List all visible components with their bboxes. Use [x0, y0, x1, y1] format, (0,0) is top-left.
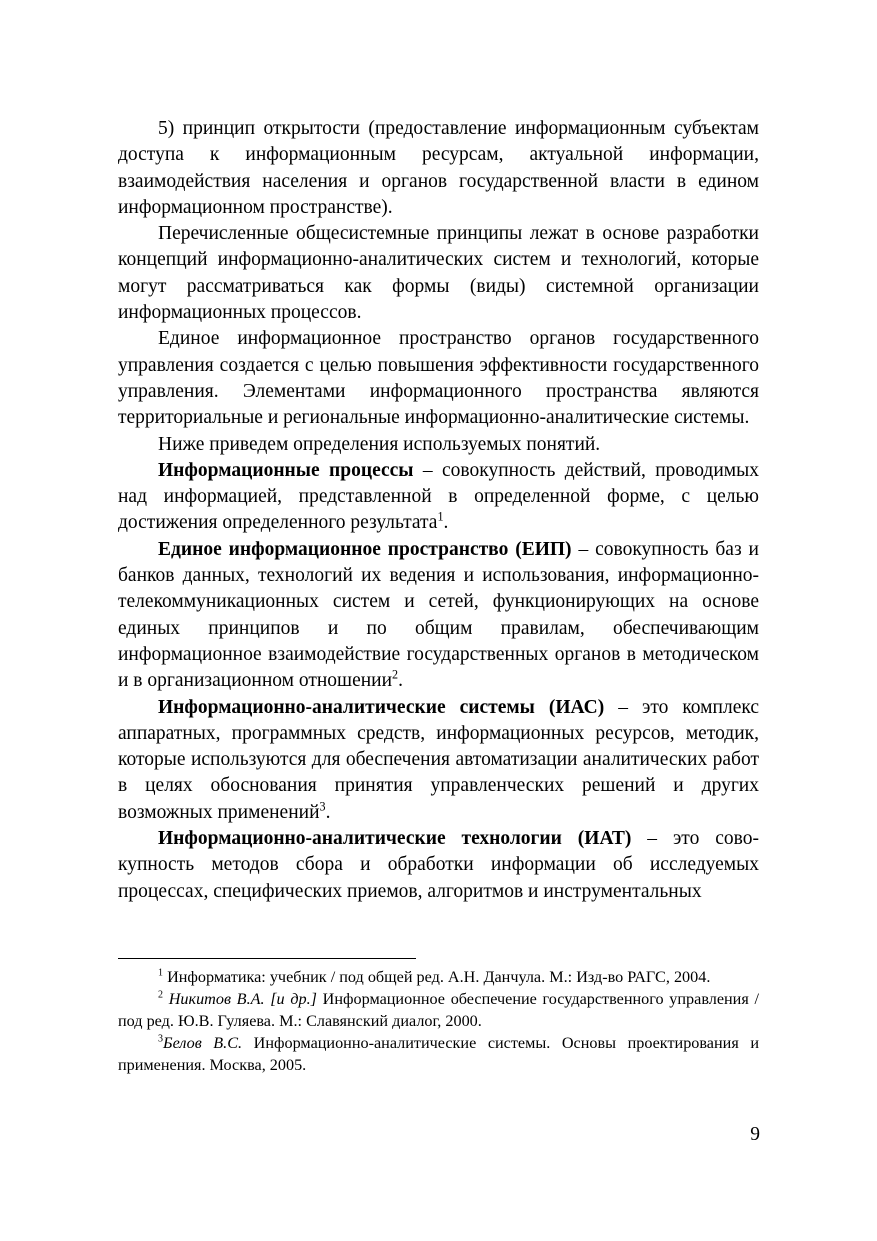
term-ias: Информационно-аналитические системы (ИАС) [158, 696, 605, 718]
definition-information-processes: Информационные процессы – совокупность действий, проводимых над информацией, представленной в определенной форме, с целью достижения определенного результата$^1$. [118, 459, 759, 534]
footnote-author: Никитов В.А. [и др.] [163, 990, 317, 1008]
definition-eip: Единое информационное пространство (ЕИП) – совокупность баз и банков данных, технологий их ведения и использования, информационно-телекоммуникационных систем и сетей, функционирующих на основе единых принципов и по общим правилам, обеспечивающим информационное взаимодействие государственных органов в методическом и в организационном отношении$^2$. [118, 538, 759, 692]
footnotes [118, 966, 759, 1076]
paragraph-definitions-intro: Ниже приведем определения используемых понятий. [158, 433, 601, 455]
paragraph-unified-space: Единое информационное пространство органов государственного управления создается с целью повышения эффективности государственного управления. Элементами информационного пространства являются территориальные и региональные информационно-аналитические системы. [118, 328, 759, 429]
term-iat: Информационно-аналитические технологии (ИАТ) [158, 828, 632, 850]
definition-iat [118, 826, 759, 905]
term-information-processes: Информационные процессы [158, 459, 414, 481]
footnote-ref-1[interactable]: 1 [437, 509, 444, 524]
footnote-number: 2 [158, 989, 164, 1001]
footnote-2: $^2$ Никитов В.А. [и др.] Информационное обеспечение государственного управления / под ред. Ю.В. Гуляева. М.: Славянский диалог, 2000. [118, 989, 759, 1030]
definition-text: – совокупность действий, проводимых над информацией, представленной в определенной форме, с целью достижения определенного результата [118, 459, 759, 534]
footnote-ref-2[interactable]: 2 [392, 667, 399, 682]
paragraph-system-principles: Перечисленные общесистемные принципы лежат в основе разработки концепций информационно-аналитических систем и технологий, которые могут рассматриваться как формы (виды) системной организации информационных процессов. [118, 223, 759, 324]
page-number: 9 [750, 1124, 760, 1145]
footnote-separator [118, 958, 416, 959]
term-eip: Единое информационное пространство (ЕИП) [158, 538, 572, 560]
footnote-3: $^3$Белов В.С. Информационно-аналитические системы. Основы проектирования и применения. Москва, 2005. [118, 1033, 759, 1074]
definition-ias: Информационно-аналитические системы (ИАС) – это комплекс аппаратных, программных средств, информационных ресурсов, методик, которые используются для обеспечения автоматизации аналитических работ в целях обоснования принятия управленческих решений и других возможных применений$^3$. [118, 696, 759, 823]
footnote-ref-3[interactable]: 3 [319, 799, 326, 814]
paragraph-open-principle: 5) принцип открытости (предоставление информационным субъектам доступа к информационным ресурсам, актуальной информации, взаимодействия населения и органов государственной власти в едином информационном пространстве). [118, 118, 759, 218]
footnote-1: $^1$ Информатика: учебник / под общей ред. А.Н. Данчула. М.: Изд-во РАГС, 2004. [158, 967, 711, 986]
main-text [118, 116, 759, 905]
definition-text: – это комплекс аппаратных, программных средств, информационных ресурсов, методик, которые используются для обеспечения автоматизации аналитических работ в целях обоснования принятия управленческих решений и других возможных применений [118, 696, 759, 823]
footnote-author: Белов В.С. [163, 1034, 243, 1052]
definition-text: – это совокупность методов сбора и обработки информации об исследуемых процессах, специфических приемов, алгоритмов и инструментальных [118, 828, 759, 902]
footnote-number: 1 [158, 967, 164, 979]
definition-text: – совокупность баз и банков данных, технологий их ведения и использования, информационно-телекоммуникационных систем и сетей, функционирующих на основе единых принципов и по общим правилам, обеспечивающим информационное взаимодействие государственных органов в методическом и в организационном отношении [118, 538, 759, 692]
footnote-number: 3 [158, 1033, 164, 1045]
